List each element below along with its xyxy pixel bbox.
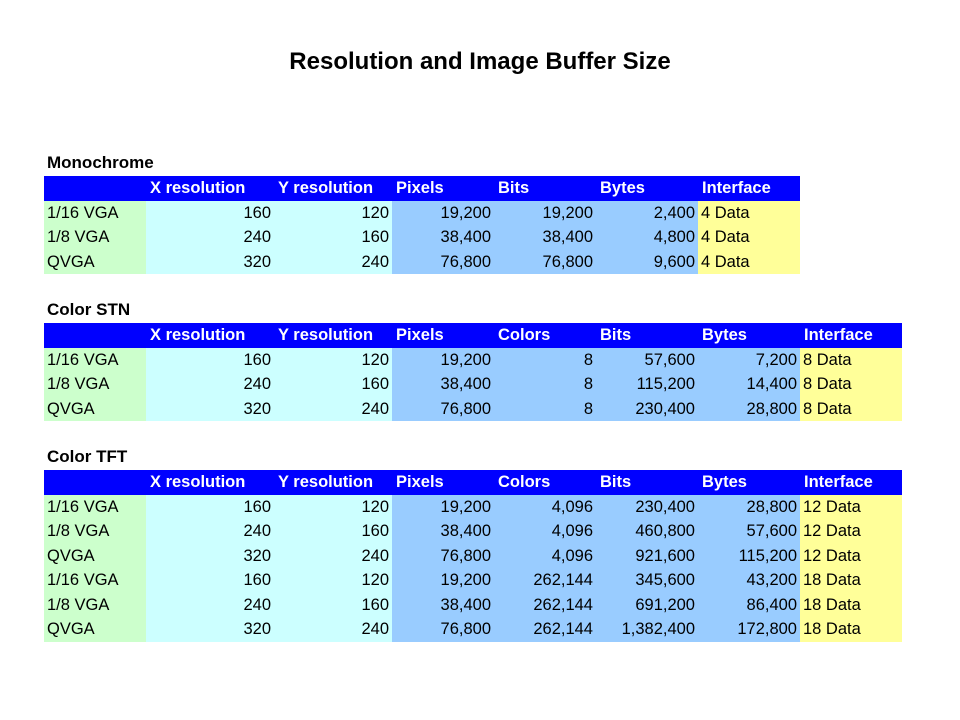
table-row [44,372,902,397]
color-stn-table [44,297,902,421]
table-cell: 18 Data [800,568,902,593]
column-header: Interface [800,323,902,348]
table-cell: 320 [146,397,274,422]
section-title: Monochrome [47,153,154,172]
table-cell: 120 [274,495,392,520]
table-cell: 160 [146,201,274,226]
table-cell: 160 [274,593,392,618]
column-header: X resolution [146,176,274,201]
table-cell: 8 Data [800,348,902,373]
table-cell: 76,800 [494,250,596,275]
table-cell: 28,800 [698,397,800,422]
table-cell: 115,200 [698,544,800,569]
table-cell: 691,200 [596,593,698,618]
table-row [44,397,902,422]
table-cell: 460,800 [596,519,698,544]
column-header: Y resolution [274,470,392,495]
table-cell: 240 [146,372,274,397]
table-cell: 4 Data [698,225,800,250]
row-label: 1/8 VGA [44,372,146,397]
monochrome-table [44,150,800,274]
table-cell: 345,600 [596,568,698,593]
table-cell: 120 [274,201,392,226]
table-cell: 1,382,400 [596,617,698,642]
column-header: Bits [596,470,698,495]
table-cell: 2,400 [596,201,698,226]
row-label: QVGA [44,397,146,422]
section-title: Color TFT [47,447,128,466]
table-cell: 43,200 [698,568,800,593]
table-cell: 120 [274,348,392,373]
table-cell: 86,400 [698,593,800,618]
row-label: 1/16 VGA [44,201,146,226]
table-cell: 320 [146,617,274,642]
row-label: 1/16 VGA [44,348,146,373]
table-cell: 76,800 [392,617,494,642]
table-cell: 18 Data [800,593,902,618]
table-cell: 19,200 [392,568,494,593]
column-header: Interface [698,176,800,201]
section-title: Color STN [47,300,131,319]
column-header: X resolution [146,470,274,495]
table-cell: 240 [274,397,392,422]
table-cell: 240 [146,593,274,618]
table-cell: 240 [146,519,274,544]
row-label: 1/16 VGA [44,568,146,593]
table-cell: 8 Data [800,397,902,422]
table-cell: 4,800 [596,225,698,250]
column-header: Y resolution [274,323,392,348]
column-header: Pixels [392,176,494,201]
table-cell: 160 [274,519,392,544]
table-cell: 12 Data [800,544,902,569]
table-row [44,495,902,520]
table-row [44,225,800,250]
table-cell: 19,200 [392,201,494,226]
table-cell: 240 [274,544,392,569]
table-cell: 120 [274,568,392,593]
table-cell: 19,200 [392,495,494,520]
row-label: 1/8 VGA [44,519,146,544]
table-cell: 8 Data [800,372,902,397]
table-row [44,250,800,275]
table-cell: 240 [146,225,274,250]
table-cell: 160 [146,568,274,593]
column-header: Colors [494,323,596,348]
table-cell: 4 Data [698,201,800,226]
table-cell: 76,800 [392,250,494,275]
table-row [44,593,902,618]
table-header-row [44,176,800,201]
table-cell: 262,144 [494,617,596,642]
table-cell: 12 Data [800,495,902,520]
table-cell: 8 [494,348,596,373]
column-header [44,470,146,495]
table-cell: 262,144 [494,593,596,618]
table-cell: 12 Data [800,519,902,544]
table-cell: 172,800 [698,617,800,642]
table-cell: 4 Data [698,250,800,275]
table-cell: 38,400 [392,372,494,397]
table-cell: 38,400 [494,225,596,250]
column-header: Bytes [596,176,698,201]
table-cell: 160 [274,225,392,250]
column-header: Bytes [698,470,800,495]
table-cell: 38,400 [392,519,494,544]
table-cell: 4,096 [494,544,596,569]
table-cell: 38,400 [392,225,494,250]
row-label: QVGA [44,250,146,275]
table-cell: 115,200 [596,372,698,397]
table-cell: 8 [494,372,596,397]
table-row [44,201,800,226]
table-cell: 28,800 [698,495,800,520]
table-row [44,519,902,544]
table-cell: 57,600 [596,348,698,373]
column-header: Interface [800,470,902,495]
table-cell: 7,200 [698,348,800,373]
row-label: 1/16 VGA [44,495,146,520]
column-header: Bytes [698,323,800,348]
table-cell: 38,400 [392,593,494,618]
table-cell: 18 Data [800,617,902,642]
column-header: Bits [596,323,698,348]
table-cell: 4,096 [494,519,596,544]
table-row [44,348,902,373]
table-cell: 230,400 [596,495,698,520]
row-label: QVGA [44,544,146,569]
table-cell: 320 [146,544,274,569]
table-cell: 19,200 [392,348,494,373]
table-cell: 160 [274,372,392,397]
table-cell: 57,600 [698,519,800,544]
table-row [44,568,902,593]
table-header-row [44,470,902,495]
row-label: 1/8 VGA [44,593,146,618]
table-cell: 14,400 [698,372,800,397]
table-cell: 8 [494,397,596,422]
column-header: X resolution [146,323,274,348]
page-title: Resolution and Image Buffer Size [289,48,671,75]
table-row [44,617,902,642]
column-header: Pixels [392,470,494,495]
table-cell: 76,800 [392,397,494,422]
table-cell: 9,600 [596,250,698,275]
column-header [44,323,146,348]
table-cell: 160 [146,348,274,373]
column-header: Colors [494,470,596,495]
table-cell: 76,800 [392,544,494,569]
table-cell: 240 [274,250,392,275]
color-tft-table [44,444,902,642]
table-cell: 4,096 [494,495,596,520]
table-row [44,544,902,569]
table-cell: 19,200 [494,201,596,226]
column-header: Pixels [392,323,494,348]
column-header: Bits [494,176,596,201]
column-header [44,176,146,201]
table-cell: 262,144 [494,568,596,593]
row-label: QVGA [44,617,146,642]
table-cell: 160 [146,495,274,520]
table-cell: 921,600 [596,544,698,569]
row-label: 1/8 VGA [44,225,146,250]
table-cell: 320 [146,250,274,275]
table-cell: 230,400 [596,397,698,422]
column-header: Y resolution [274,176,392,201]
table-cell: 240 [274,617,392,642]
table-header-row [44,323,902,348]
